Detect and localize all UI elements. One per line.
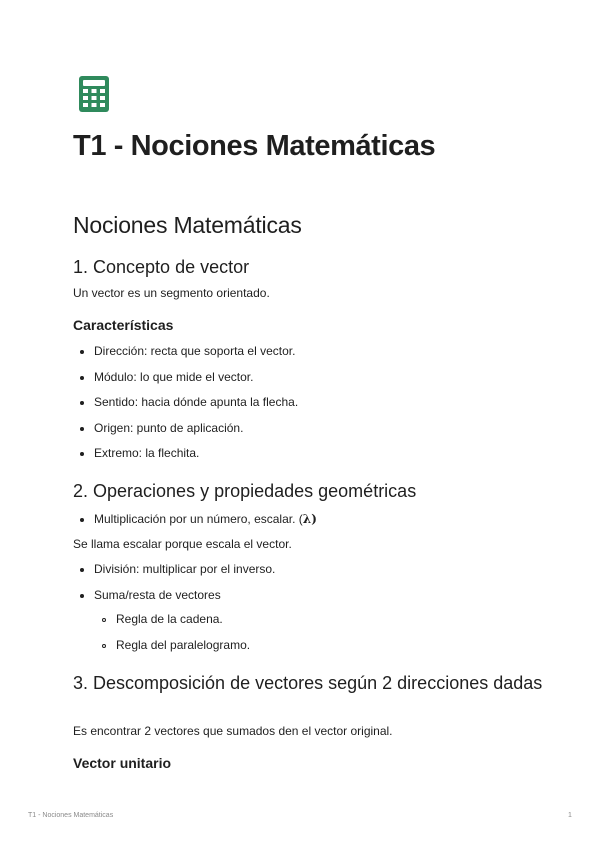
page-number: 1 <box>568 812 572 819</box>
footer-title: T1 - Nociones Matemáticas <box>28 812 114 819</box>
section1-title: 1. Concepto de vector <box>73 257 250 277</box>
section1-text: Un vector es un segmento orientado. <box>73 286 270 300</box>
heading-nociones: Nociones Matemáticas <box>73 212 302 238</box>
bullet-icon <box>80 427 84 431</box>
list-item: Extremo: la flechita. <box>94 446 200 460</box>
circle-bullet-icon <box>102 644 106 648</box>
bullet-icon <box>80 568 84 572</box>
list-item: Dirección: recta que soporta el vector. <box>94 344 296 358</box>
bullet-icon <box>80 350 84 354</box>
closing-paren: ) <box>311 512 317 526</box>
bullet-icon <box>80 594 84 598</box>
bullet-icon <box>80 401 84 405</box>
page-title: T1 - Nociones Matemáticas <box>73 130 436 162</box>
list-item <box>94 511 317 527</box>
bullet-icon <box>80 518 84 522</box>
section2-title: 2. Operaciones y propiedades geométricas <box>73 481 417 501</box>
section3-subheading: Vector unitario <box>73 755 172 771</box>
multiplication-text: Multiplicación por un número, escalar. ( <box>94 512 303 526</box>
section3-text: Es encontrar 2 vectores que sumados den el vector original. <box>73 724 393 738</box>
list-item: Sentido: hacia dónde apunta la flecha. <box>94 395 299 409</box>
calculator-icon <box>79 76 109 112</box>
list-item: Módulo: lo que mide el vector. <box>94 370 254 384</box>
sub-list-item: Regla del paralelogramo. <box>116 638 251 652</box>
bullet-icon <box>80 376 84 380</box>
list-item: División: multiplicar por el inverso. <box>94 562 276 576</box>
lambda-symbol: λ <box>302 512 312 526</box>
list-item: Suma/resta de vectores <box>94 588 221 602</box>
list-item: Origen: punto de aplicación. <box>94 421 244 435</box>
section2-text: Se llama escalar porque escala el vector. <box>73 537 292 551</box>
sub-list-item: Regla de la cadena. <box>116 612 223 626</box>
section3-title: 3. Descomposición de vectores según 2 direcciones dadas <box>73 673 543 693</box>
circle-bullet-icon <box>102 618 106 622</box>
section1-subheading: Características <box>73 317 174 333</box>
bullet-icon <box>80 452 84 456</box>
